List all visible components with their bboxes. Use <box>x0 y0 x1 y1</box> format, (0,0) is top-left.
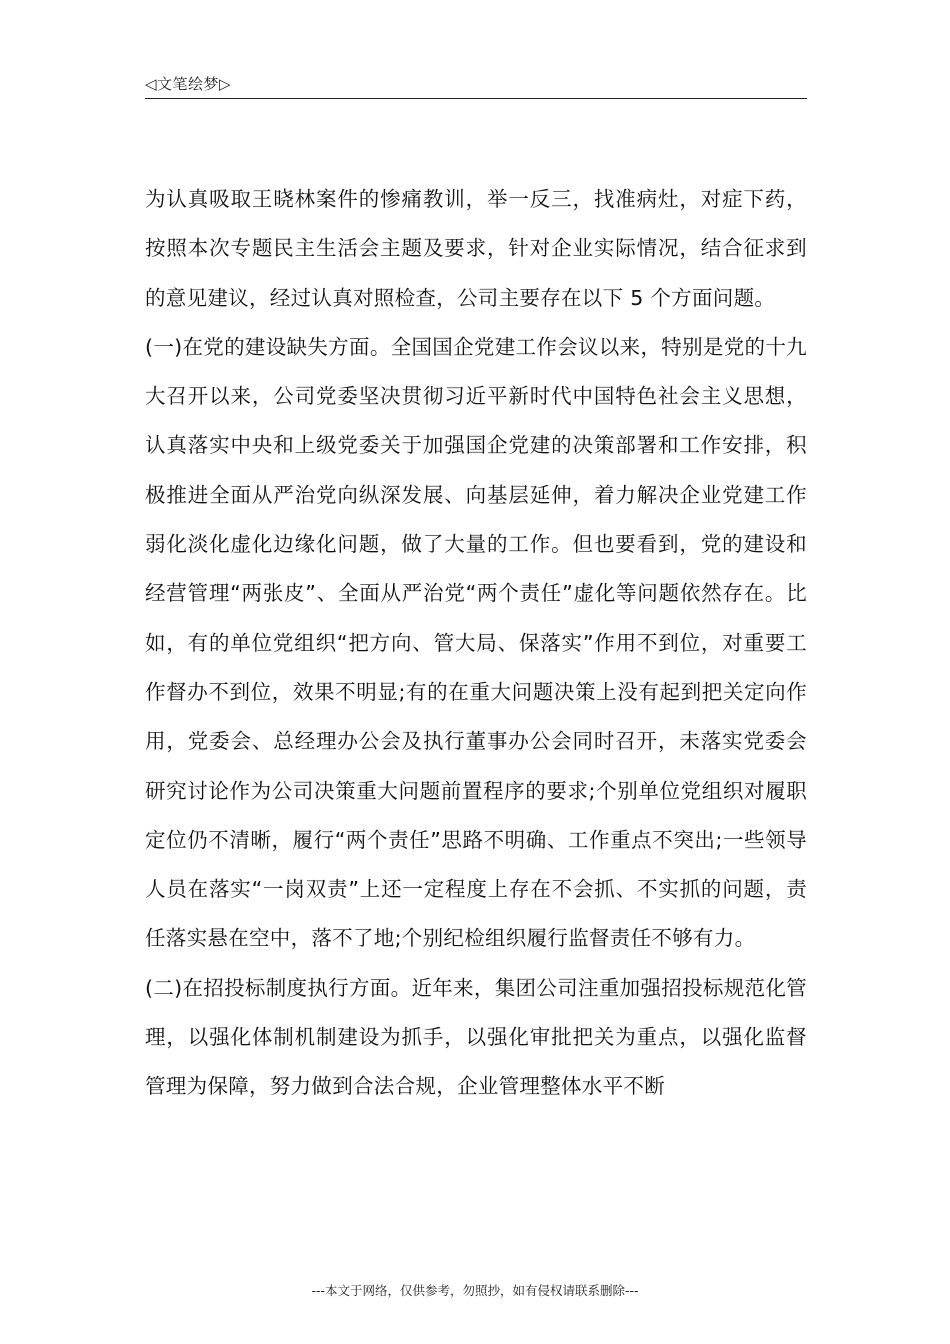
header-title: ◁文笔绘梦▷ <box>145 75 232 93</box>
paragraph-party-building: (一)在党的建设缺失方面。全国国企党建工作会议以来，特别是党的十九大召开以来，公司党委坚决贯彻习近平新时代中国特色社会主义思想，认真落实中央和上级党委关于加强国企党建的决策部署和工作安排，积极推进全面从严治党向纵深发展、向基层延伸，着力解决企业党建工作弱化淡化虚化边缘化问题，做了大量的工作。但也要看到，党的建设和经营管理“两张皮”、全面从严治党“两个责任”虚化等问题依然存在。比如，有的单位党组织“把方向、管大局、保落实”作用不到位，对重要工作督办不到位，效果不明显;有的在重大问题决策上没有起到把关定向作用，党委会、总经理办公会及执行董事办公会同时召开，未落实党委会研究讨论作为公司决策重大问题前置程序的要求;个别单位党组织对履职定位仍不清晰，履行“两个责任”思路不明确、工作重点不突出;一些领导人员在落实“一岗双责”上还一定程度上存在不会抓、不实抓的问题，责任落实悬在空中，落不了地;个别纪检组织履行监督责任不够有力。 <box>145 334 807 951</box>
document-body <box>145 175 807 1112</box>
paragraph-intro: 为认真吸取王晓林案件的惨痛教训，举一反三，找准病灶，对症下药，按照本次专题民主生活会主题及要求，针对企业实际情况，结合征求到的意见建议，经过认真对照检查，公司主要存在以下 5 个方面问题。 <box>145 187 807 310</box>
page-footer-disclaimer: ---本文于网络，仅供参考，勿照抄，如有侵权请联系删除--- <box>311 1283 639 1298</box>
paragraph-bidding: (二)在招投标制度执行方面。近年来，集团公司注重加强招投标规范化管理，以强化体制机制建设为抓手，以强化审批把关为重点，以强化监督管理为保障，努力做到合法合规，企业管理整体水平不断 <box>145 975 807 1099</box>
page-header <box>145 72 807 99</box>
